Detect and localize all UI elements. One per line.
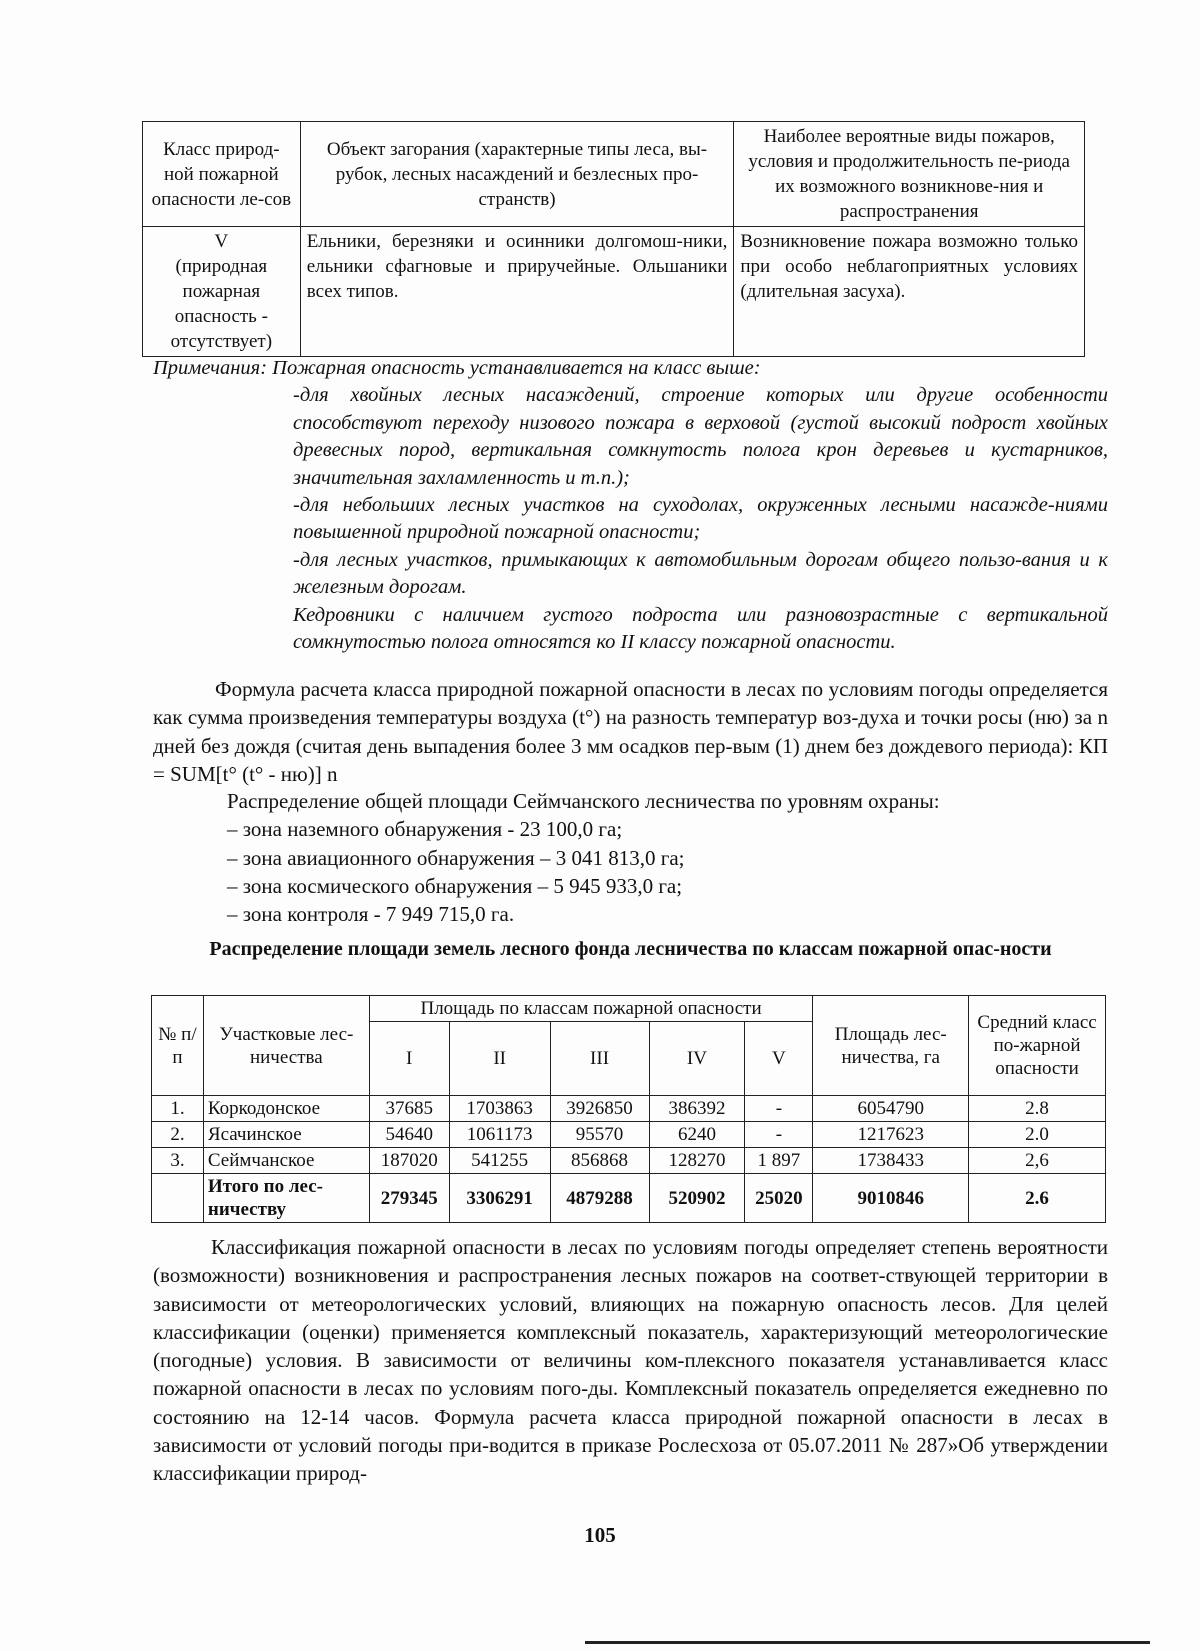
- notes-header: [153, 355, 1108, 382]
- class-note: (природная пожарная опасность - отсутствует): [170, 256, 273, 352]
- row-num: 1.: [152, 1096, 204, 1122]
- header-class-group: Площадь по классам пожарной опасности: [369, 996, 813, 1022]
- row-class-ii: 1061173: [449, 1122, 550, 1148]
- row-avg: 2.0: [969, 1122, 1106, 1148]
- row-class-iv: 386392: [649, 1096, 745, 1122]
- area-table: [151, 995, 1106, 1223]
- row-avg: 2,6: [969, 1148, 1106, 1174]
- total-class-iii: 4879288: [550, 1174, 649, 1223]
- header-class-iv: IV: [649, 1022, 745, 1096]
- header-num: № п/п: [152, 996, 204, 1096]
- table-row: [152, 1122, 1106, 1148]
- row-class-i: 37685: [369, 1096, 449, 1122]
- header-fire-types: Наиболее вероятные виды пожаров, условия и продолжительность пе-риода их возможного возникнове-ния и распространения: [734, 122, 1085, 227]
- class-cell: [143, 227, 301, 357]
- row-name: Сеймчанское: [203, 1148, 369, 1174]
- footer-line: [585, 1641, 1150, 1644]
- notes-title: Примечания:: [153, 357, 268, 379]
- page-number: 105: [584, 1523, 616, 1547]
- fires-cell: Возникновение пожара возможно только при особо неблагоприятных условиях (длительная засуха).: [734, 227, 1085, 357]
- note-item: -для хвойных лесных насаждений, строение которых или другие особенности способствуют переходу низового пожара в верховой (густой высокий подрост хвойных древесных пород, вертикальная сомкнутость полога крон деревьев и кустарников, значительная захламленность и т.п.);: [293, 384, 1108, 489]
- header-class-iii: III: [550, 1022, 649, 1096]
- row-area: 1738433: [813, 1148, 969, 1174]
- header-object: Объект загорания (характерные типы леса, вы-рубок, лесных насаждений и безлесных про-странств): [300, 122, 734, 227]
- total-class-v: 25020: [745, 1174, 813, 1223]
- header-avg-class: Средний класс по-жарной опасности: [969, 996, 1106, 1096]
- row-class-iv: 128270: [649, 1148, 745, 1174]
- objects-cell: Ельники, березняки и осинники долгомош-ники, ельники сфагновые и приручейные. Ольшаники всех типов.: [300, 227, 734, 357]
- row-class-iii: 856868: [550, 1148, 649, 1174]
- row-class-i: 187020: [369, 1148, 449, 1174]
- header-class: Класс природ-ной пожарной опасности ле-сов: [143, 122, 301, 227]
- fire-class-table-header: [143, 122, 1085, 227]
- total-avg: 2.6: [969, 1174, 1106, 1223]
- table-row: [152, 1148, 1106, 1174]
- total-class-iv: 520902: [649, 1174, 745, 1223]
- row-class-v: 1 897: [745, 1148, 813, 1174]
- note-item: -для лесных участков, примыкающих к автомобильным дорогам общего пользо-вания и к железным дорогам.: [293, 548, 1108, 599]
- row-area: 6054790: [813, 1096, 969, 1122]
- row-num: 3.: [152, 1148, 204, 1174]
- row-class-ii: 1703863: [449, 1096, 550, 1122]
- distribution-item: – зона авиационного обнаружения – 3 041 813,0 га;: [227, 845, 685, 870]
- note-item: Кедровники с наличием густого подроста или разновозрастные с вертикальной сомкнутостью полога относятся ко II классу пожарной опасности.: [293, 603, 1108, 654]
- header-class-ii: II: [449, 1022, 550, 1096]
- header-class-v: V: [745, 1022, 813, 1096]
- row-name: Коркодонское: [203, 1096, 369, 1122]
- area-table-title: Распределение площади земель лесного фонда лесничества по классам пожарной опас-ности: [209, 938, 1052, 960]
- distribution-item: – зона наземного обнаружения - 23 100,0 га;: [227, 817, 623, 842]
- row-class-i: 54640: [369, 1122, 449, 1148]
- row-class-iv: 6240: [649, 1122, 745, 1148]
- row-class-iii: 3926850: [550, 1096, 649, 1122]
- note-item: -для небольших лесных участков на суходолах, окруженных лесными насажде-ниями повышенной природной пожарной опасности;: [293, 494, 1108, 544]
- total-num: [152, 1174, 204, 1223]
- total-name: Итого по лес-ничеству: [203, 1174, 369, 1223]
- fire-class-table: [142, 121, 1085, 357]
- total-row: [152, 1174, 1106, 1223]
- total-class-i: 279345: [369, 1174, 449, 1223]
- row-num: 2.: [152, 1122, 204, 1148]
- row-area: 1217623: [813, 1122, 969, 1148]
- distribution-block: [227, 787, 940, 928]
- class-value: V: [214, 231, 229, 252]
- distribution-item: – зона космического обнаружения – 5 945 933,0 га;: [227, 873, 683, 898]
- table-row: [152, 1096, 1106, 1122]
- formula-paragraph: Формула расчета класса природной пожарной опасности в лесах по условиям погоды определяется как сумма произведения температуры воздуха (t°) на разность температур воз-духа и точки росы (ню) за n дней без дождя (считая день выпадения более 3 мм осадков пер-вым (1) днем без дождевого периода): КП = SUM[t° (t° - ню)] n: [153, 677, 1108, 786]
- header-class-i: I: [369, 1022, 449, 1096]
- row-class-v: -: [745, 1096, 813, 1122]
- row-name: Ясачинское: [203, 1122, 369, 1148]
- notes-block: [153, 355, 1108, 656]
- row-class-ii: 541255: [449, 1148, 550, 1174]
- notes-intro: Пожарная опасность устанавливается на класс выше:: [272, 357, 761, 379]
- row-class-iii: 95570: [550, 1122, 649, 1148]
- classification-paragraph: Классификация пожарной опасности в лесах по условиям погоды определяет степень вероятности (возможности) возникновения и распространения лесных пожаров на соответ-ствующей территории в зависимости от метеорологических условий, влияющих на пожарную опасность лесов. Для целей классификации (оценки) применяется комплексный показатель, характеризующий метеорологические (погодные) условия. В зависимости от величины ком-плексного показателя устанавливается класс пожарной опасности в лесах по условиям пого-ды. Комплексный показатель определяется ежедневно по состоянию на 12-14 часов. Формула расчета класса природной пожарной опасности в лесах в зависимости от условий погоды при-водится в приказе Рослесхоза от 05.07.2011 № 287»Об утверждении классификации природ-: [153, 1235, 1108, 1486]
- header-area: Площадь лес-ничества, га: [813, 996, 969, 1096]
- fire-class-row: [143, 227, 1085, 357]
- distribution-item: – зона контроля - 7 949 715,0 га.: [227, 902, 515, 927]
- total-class-ii: 3306291: [449, 1174, 550, 1223]
- area-table-header-row: [152, 996, 1106, 1022]
- header-name: Участковые лес-ничества: [203, 996, 369, 1096]
- row-avg: 2.8: [969, 1096, 1106, 1122]
- distribution-intro: Распределение общей площади Сеймчанского лесничества по уровням охраны:: [227, 789, 940, 813]
- total-area: 9010846: [813, 1174, 969, 1223]
- row-class-v: -: [745, 1122, 813, 1148]
